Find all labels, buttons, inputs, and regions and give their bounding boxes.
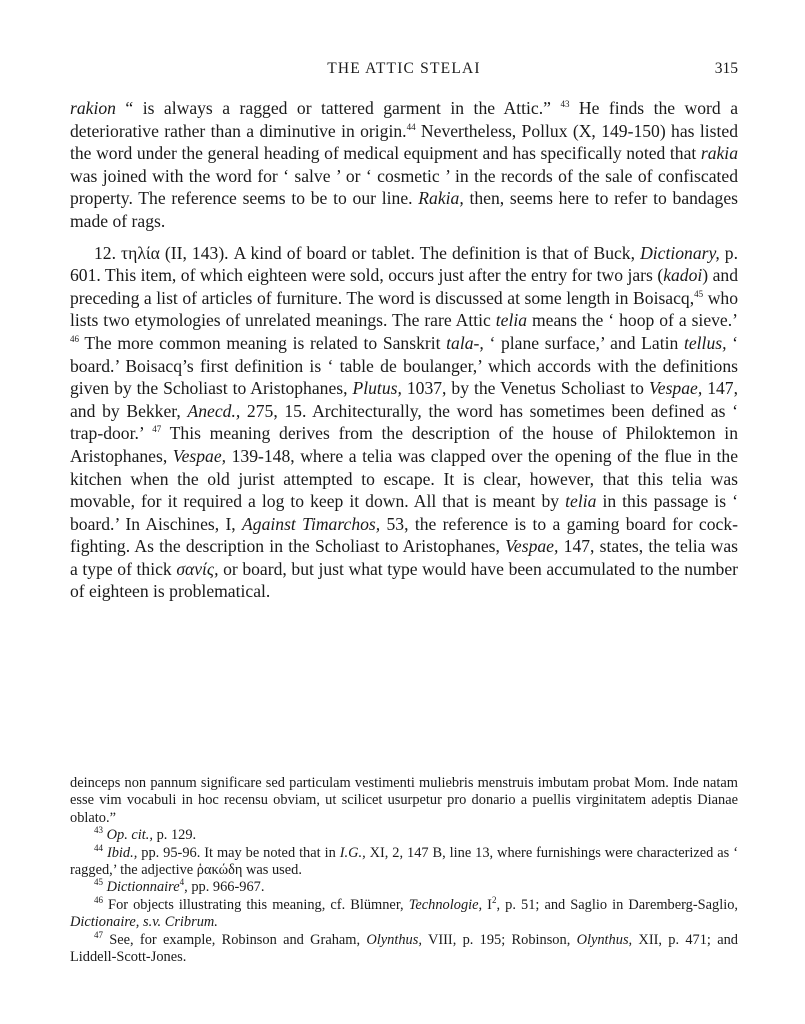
footnote-ref: 44 <box>406 121 416 132</box>
italic-text: Vespae, <box>505 536 559 557</box>
text-run: 147, states, the telia was a type of thick <box>70 536 739 579</box>
text-run: or board, but just what type would have been accumulated to the number of eighteen is problematical. <box>70 558 738 602</box>
footnote-46 <box>70 897 738 932</box>
text-run: was joined with the word for ‘ salve ’ or ‘ cosmetic ’ in the records of the sale of confiscated property. The reference seems to be to our line. <box>70 165 738 209</box>
italic-text: Vespae, <box>648 378 703 399</box>
text-run: pp. 95-96. It may be noted that in <box>137 844 340 861</box>
text-run: 12. τηλία (II, 143). A kind of board or tablet. The definition is that of Buck, <box>94 242 641 263</box>
text-run: ‘ plane surface,’ and Latin <box>483 332 684 353</box>
text-run: This meaning derives from the description of the house of Philoktemon in Aristophanes, <box>70 423 738 466</box>
footnote-ref: 45 <box>694 288 704 299</box>
text-run: I <box>482 896 492 913</box>
paragraph-telia <box>70 242 738 604</box>
text-run: , pp. 966-967. <box>184 879 265 896</box>
footnote-45 <box>70 879 738 896</box>
italic-text: Dictionary, <box>640 242 720 263</box>
footnote-ref: 46 <box>70 334 79 345</box>
text-run: 139-148, where a telia was clapped over the opening of the flue in the kitchen when the old jurist attempted to escape. It is clear, however, that this telia was movable, for it required a log to keep it down. All that is meant by <box>70 445 739 512</box>
text-run: See, for example, Robinson and Graham, <box>103 931 367 948</box>
text-run: who lists two etymologies of unrelated meanings. The rare Attic <box>70 287 738 331</box>
italic-text: tellus, <box>683 332 727 353</box>
italic-text: tala-, <box>446 332 484 353</box>
text-run: then, seems here to refer to bandages made of rags. <box>70 188 738 231</box>
text-run: ) and preceding a list of articles of furniture. The word is discussed at some length in Boisacq, <box>70 265 738 308</box>
italic-text: I.G., <box>339 844 366 861</box>
text-run: VIII, p. 195; Robinson, <box>421 931 577 948</box>
text-run: 1037, by the Venetus Scholiast to <box>401 378 649 399</box>
italic-text: Ibid., <box>106 844 138 861</box>
footnote-ref: 43 <box>94 825 103 836</box>
italic-text: rakion <box>70 98 116 118</box>
text-run: “ is always a ragged or tattered garment in the Attic.” <box>115 98 561 118</box>
italic-text: kadoi <box>663 265 703 286</box>
footnote-ref: 45 <box>94 877 103 888</box>
text-run: 275, 15. Architecturally, the word has sometimes been defined as ‘ trap-door.’ <box>70 400 738 444</box>
italic-text: Vespae, <box>172 445 227 466</box>
footnote-44 <box>70 842 738 880</box>
page-header <box>70 60 738 84</box>
footnote-ref: 47 <box>94 929 103 940</box>
text-run: p. 601. This item, of which eighteen were sold, occurs just after the entry for two jars ( <box>70 242 738 286</box>
text-run: ‘ board.’ Boisacq’s first definition is ‘ table de boulanger,’ which accords with the definitions given by the Scholiast to Aristophanes, <box>70 332 738 399</box>
text-run: , p. 51; and Saglio in Daremberg-Saglio, <box>496 896 739 913</box>
footnote-ref: 47 <box>152 424 162 435</box>
italic-text: Anecd., <box>187 400 241 421</box>
italic-text: Rakia, <box>418 188 464 209</box>
footnote-ref: 43 <box>560 99 570 110</box>
italic-text: Against Timarchos, <box>242 513 381 534</box>
footnote-ref: 46 <box>94 895 103 906</box>
footnote-47 <box>70 929 738 967</box>
footnote-continuation <box>70 775 738 827</box>
page-number: 315 <box>714 60 738 77</box>
text-run: in this passage is ‘ board.’ In Aischines, I, <box>70 491 739 534</box>
italic-text: Dictionaire, s.v. Cribrum. <box>70 914 218 931</box>
footnote-ref: 44 <box>94 842 103 853</box>
italic-text: Olynthus, <box>366 931 422 948</box>
paragraph-rakion <box>70 97 738 233</box>
text-run: XI, 2, 147 B, line 13, where furnishings were characterized as ‘ ragged,’ the adjective ῥακώδη was used. <box>70 844 738 879</box>
italic-text: telia <box>495 310 528 331</box>
main-text <box>70 97 738 603</box>
text-run: 53, the reference is to a gaming board for cock-fighting. As the description in the Scholiast to Aristophanes, <box>70 513 738 557</box>
text-run: deinceps non pannum significare sed particulam vestimenti muliebris menstruis imbutam probat Mom. Inde natam esse vim vocabuli in hoc recensu obviam, ut scilicet usurpetur pro donario a puellis virginitatem adeptis Dianae oblato.” <box>70 775 738 826</box>
footnote-ref: 4 <box>179 877 185 888</box>
footnotes <box>70 775 738 966</box>
italic-text: Op. cit., <box>106 827 153 844</box>
text-run: The more common meaning is related to Sanskrit <box>79 332 447 353</box>
text-run: For objects illustrating this meaning, cf. Blümner, <box>103 896 409 913</box>
text-run: XII, p. 471; and Liddell-Scott-Jones. <box>70 931 738 966</box>
text-run: 147, and by Bekker, <box>70 378 738 421</box>
text-run: p. 129. <box>152 827 197 844</box>
italic-text: Dictionnaire <box>106 879 180 896</box>
footnote-ref: 2 <box>491 895 497 906</box>
italic-text: Technologie, <box>408 896 483 913</box>
italic-text: rakia <box>700 143 738 164</box>
text-run: Nevertheless, Pollux (X, 149-150) has listed the word under the general heading of medical equipment and has specifically noted that <box>70 120 738 164</box>
italic-text: Plutus, <box>352 378 402 399</box>
running-title: THE ATTIC STELAI <box>327 60 481 77</box>
text-run: He finds the word a deteriorative rather than a diminutive in origin. <box>70 98 739 141</box>
footnote-43 <box>70 827 738 844</box>
italic-text: Olynthus, <box>576 931 633 948</box>
italic-text: telia <box>565 491 597 512</box>
text-run: means the ‘ hoop of a sieve.’ <box>527 310 738 331</box>
italic-text: σανίς, <box>176 558 219 579</box>
